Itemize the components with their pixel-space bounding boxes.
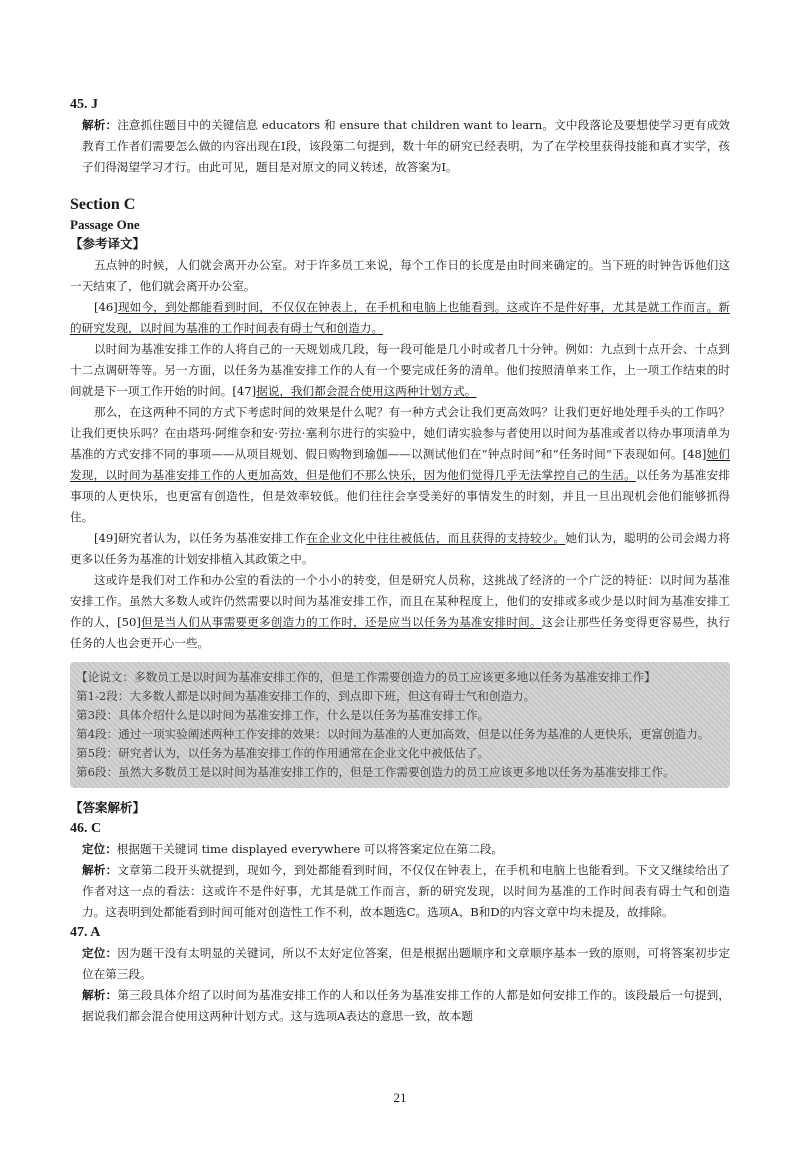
q47-analysis <box>70 985 730 1027</box>
translation-text: 研究者认为，以任务为基准安排工作 <box>117 531 307 545</box>
underlined-answer-48: 她们发现，以时间为基准安排工作的人更加高效，但是他们不那么快乐，因为他们觉得几乎无法掌控自己的生活。 <box>70 447 730 482</box>
page-content <box>70 95 730 1027</box>
translation-paragraph-3 <box>70 339 730 402</box>
translation-text: 这或许是我们对工作和办公室的看法的一个小小的转变，但是研究人员称，这挑战了经济的一个广泛的特征：以时间为基准安排工作。虽然大多数人或许仍然需要以时间为基准安排工作，而且在某种程度上，他们的安排或多或少是以时间为基准安排工作的人， <box>70 573 730 629</box>
translation-paragraph-1: 五点钟的时候，人们就会离开办公室。对于许多员工来说，每个工作日的长度是由时间来确定的。当下班的时钟告诉他们这一天结束了，他们就会离开办公室。 <box>70 258 730 293</box>
underlined-answer-49: 在企业文化中往往被低估，而且获得的支持较少。 <box>306 531 566 545</box>
question-tag-49: [49] <box>94 531 118 545</box>
outline-item: 第1-2段：大多数人都是以时间为基准安排工作的，到点即下班，但这有碍士气和创造力。 <box>76 689 536 703</box>
outline-item: 第6段：虽然大多数员工是以时间为基准安排工作的，但是工作需要创造力的员工应该更多地以任务为基准安排工作。 <box>76 765 675 779</box>
q47-location-text: 因为题干没有太明显的关键词，所以不太好定位答案，但是根据出题顺序和文章顺序基本一致的原则，可将答案初步定位在第三段。 <box>82 946 730 981</box>
q46-analysis <box>70 860 730 923</box>
translation-paragraph-4 <box>70 402 730 528</box>
reference-translation-title: 【参考译文】 <box>70 236 146 251</box>
outline-item: 第3段：具体介绍什么是以时间为基准安排工作，什么是以任务为基准安排工作。 <box>76 708 490 722</box>
q47-analysis-text: 第三段具体介绍了以时间为基准安排工作的人和以任务为基准安排工作的人都是如何安排工作的。该段最后一句提到，据说我们都会混合使用这两种计划方式。这与选项A表达的意思一致，故本题 <box>82 988 730 1023</box>
translation-text: 这会让那些任务变得更容易些，执行任务的人也会更开心一些。 <box>70 615 730 650</box>
q47-analysis-label: 解析： <box>82 988 118 1002</box>
q47-location <box>70 943 730 985</box>
outline-item: 第4段：通过一项实验阐述两种工作安排的效果：以时间为基准的人更加高效，但是以任务为基准的人更快乐，更富创造力。 <box>76 727 710 741</box>
question-tag-46: [46] <box>94 300 118 314</box>
translation-text: 那么，在这两种不同的方式下考虑时间的效果是什么呢？有一种方式会让我们更高效吗？让我们更好地处理手头的工作吗？让我们更快乐吗？在由塔玛·阿维奈和安·劳拉·塞利尔进行的实验中，她们请实验参与者使用以时间为基准或者以待办事项清单为基准的方式安排不同的事项——从项目规划、假日购物到瑜伽——以测试他们在“钟点时间”和“任务时间”下表现如何。 <box>70 405 730 461</box>
outline-thesis: 【论说文：多数员工是以时间为基准安排工作的，但是工作需要创造力的员工应该更多地以任务为基准安排工作】 <box>76 670 656 684</box>
q46-location-text: 根据题干关键词 time displayed everywhere 可以将答案定位在第二段。 <box>116 842 504 856</box>
underlined-answer-46: 现如今，到处都能看到时间，不仅仅在钟表上，在手机和电脑上也能看到。这或许不是件好事，尤其是就工作而言。新的研究发现，以时间为基准的工作时间表有碍士气和创造力。 <box>70 300 730 335</box>
structure-outline-box <box>70 662 730 788</box>
passage-title: Passage One <box>70 217 140 232</box>
q45-heading: 45. J <box>70 97 98 112</box>
question-tag-48: [48] <box>682 447 707 461</box>
q47-location-label: 定位： <box>82 946 118 960</box>
q47-heading: 47. A <box>70 925 101 940</box>
q46-analysis-label: 解析： <box>82 863 118 877</box>
translation-text: 以时间为基准安排工作的人将自己的一天规划成几段，每一段可能是几小时或者几十分钟。例如：九点到十点开会、十点到十二点调研等等。另一方面，以任务为基准安排工作的人有一个要完成任务的清单。他们按照清单来工作，上一项工作结束的时间就是下一项工作开始的时间。 <box>70 342 730 398</box>
translation-text: 她们认为，聪明的公司会竭力将更多以任务为基准的计划安排植入其政策之中。 <box>70 531 730 566</box>
q45-analysis <box>70 115 730 178</box>
q46-heading: 46. C <box>70 821 102 836</box>
section-title: Section C <box>70 196 136 213</box>
q46-location-label: 定位： <box>82 842 117 856</box>
answers-title: 【答案解析】 <box>70 800 146 815</box>
q46-location <box>70 839 730 860</box>
translation-paragraph-6 <box>70 570 730 654</box>
outline-item: 第5段：研究者认为，以任务为基准安排工作的作用通常在企业文化中被低估了。 <box>76 746 490 760</box>
translation-paragraph-2 <box>70 297 730 339</box>
page-number: 21 <box>393 1090 407 1105</box>
q45-analysis-label: 解析： <box>82 118 118 132</box>
underlined-answer-50: 但是当人们从事需要更多创造力的工作时，还是应当以任务为基准安排时间。 <box>140 615 542 629</box>
q45-analysis-text: 注意抓住题目中的关键信息 educators 和 ensure that children want to learn。文中段落论及要想使学习更有成效教育工作者们需要怎么做的内容出现在I段，该段第二句提到，数十年的研究已经表明，为了在学校里获得技能和真才实学，孩子们得渴望学习才行。由此可见，题目是对原文的同义转述，故答案为I。 <box>82 118 730 174</box>
underlined-answer-47: 据说，我们都会混合使用这两种计划方式。 <box>256 384 477 398</box>
question-tag-50: [50] <box>117 615 141 629</box>
translation-paragraph-5 <box>70 528 730 570</box>
translation-text: 以任务为基准安排事项的人更快乐，也更富有创造性，但是效率较低。他们往往会享受美好的事情发生的时刻，并且一旦出现机会他们能够抓得住。 <box>70 468 730 524</box>
q46-analysis-text: 文章第二段开头就提到，现如今，到处都能看到时间，不仅仅在钟表上，在手机和电脑上也能看到。下文又继续给出了作者对这一点的看法：这或许不是件好事，尤其是就工作而言，新的研究发现，以时间为基准的工作时间表有碍士气和创造力。这表明到处都能看到时间可能对创造性工作不利，故本题选C。选项A、B和D的内容文章中均未提及，故排除。 <box>82 863 730 919</box>
question-tag-47: [47] <box>232 384 257 398</box>
